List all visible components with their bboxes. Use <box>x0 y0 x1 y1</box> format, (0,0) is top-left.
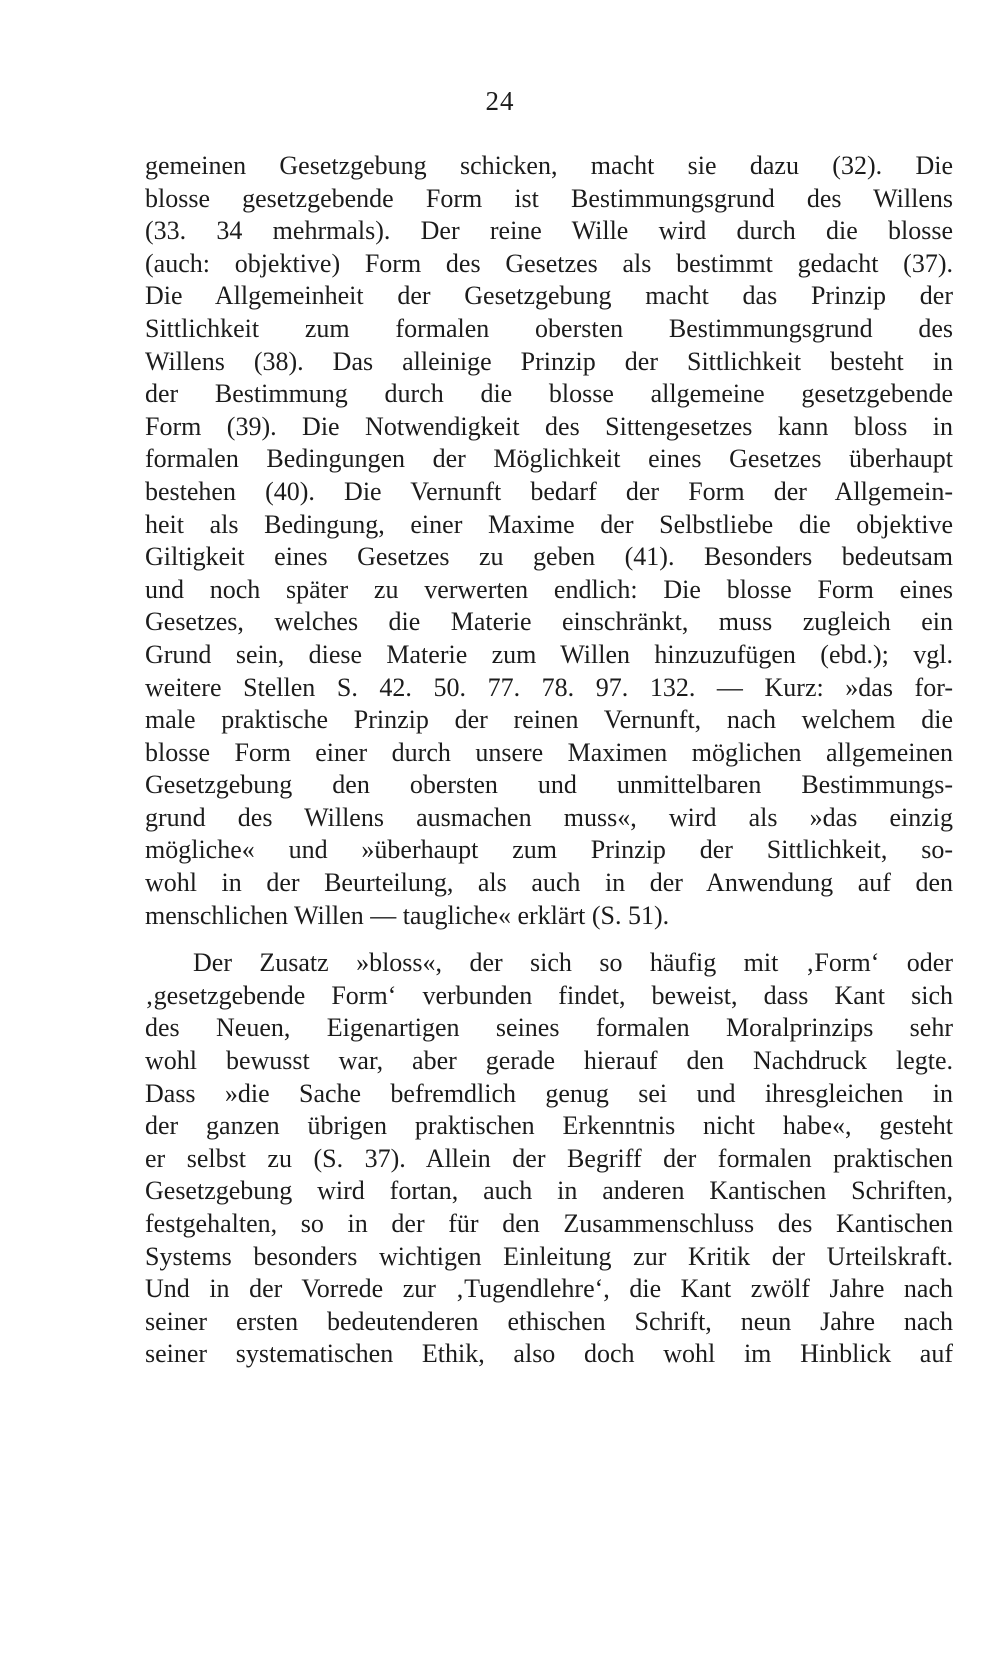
paragraph-1 <box>145 150 953 932</box>
text-line: mögliche« und »überhaupt zum Prinzip der Sittlichkeit, so- <box>145 835 953 865</box>
text-line: Gesetzes, welches die Materie einschränkt, muss zugleich ein <box>145 607 953 637</box>
text-line: Grund sein, diese Materie zum Willen hinzuzufügen (ebd.); vgl. <box>145 639 953 669</box>
text-line: Willens (38). Das alleinige Prinzip der Sittlichkeit besteht in <box>145 346 953 376</box>
text-line: Form (39). Die Notwendigkeit des Sittengesetzes kann bloss in <box>145 411 953 441</box>
text-line: weitere Stellen S. 42. 50. 77. 78. 97. 132. — Kurz: »das for- <box>145 672 953 702</box>
text-line: wohl bewusst war, aber gerade hierauf den Nachdruck legte. <box>145 1046 953 1076</box>
page-number: 24 <box>485 86 515 116</box>
text-line: Systems besonders wichtigen Einleitung zur Kritik der Urteilskraft. <box>145 1241 953 1271</box>
text-line: seiner ersten bedeutenderen ethischen Schrift, neun Jahre nach <box>145 1306 953 1336</box>
text-line: der ganzen übrigen praktischen Erkenntnis nicht habe«, gesteht <box>145 1111 953 1141</box>
text-line: menschlichen Willen — taugliche« erklärt (S. 51). <box>145 900 670 930</box>
text-line: formalen Bedingungen der Möglichkeit eines Gesetzes überhaupt <box>145 444 953 474</box>
text-line: wohl in der Beurteilung, als auch in der Anwendung auf den <box>145 868 953 898</box>
text-line: bestehen (40). Die Vernunft bedarf der Form der Allgemein- <box>145 476 953 506</box>
text-line: Giltigkeit eines Gesetzes zu geben (41). Besonders bedeutsam <box>145 542 953 572</box>
text-line: Die Allgemeinheit der Gesetzgebung macht das Prinzip der <box>145 281 953 311</box>
text-line: des Neuen, Eigenartigen seines formalen Moralprinzips sehr <box>145 1013 953 1043</box>
text-line: heit als Bedingung, einer Maxime der Selbstliebe die objektive <box>145 509 953 539</box>
text-line: blosse gesetzgebende Form ist Bestimmungsgrund des Willens <box>145 183 953 213</box>
text-line: seiner systematischen Ethik, also doch wohl im Hinblick auf <box>145 1339 953 1369</box>
body-text <box>145 150 953 1371</box>
text-line: der Bestimmung durch die blosse allgemeine gesetzgebende <box>145 379 953 409</box>
text-line: blosse Form einer durch unsere Maximen möglichen allgemeinen <box>145 737 953 767</box>
text-line: Dass »die Sache befremdlich genug sei und ihresgleichen in <box>145 1078 953 1108</box>
text-line: Gesetzgebung wird fortan, auch in anderen Kantischen Schriften, <box>145 1176 953 1206</box>
text-line: Der Zusatz »bloss«, der sich so häufig mit ‚Form‘ oder <box>193 948 953 978</box>
text-line: (33. 34 mehrmals). Der reine Wille wird durch die blosse <box>145 216 953 246</box>
text-line: er selbst zu (S. 37). Allein der Begriff der formalen praktischen <box>145 1143 953 1173</box>
text-line: male praktische Prinzip der reinen Vernunft, nach welchem die <box>145 705 953 735</box>
text-line: (auch: objektive) Form des Gesetzes als bestimmt gedacht (37). <box>145 248 953 278</box>
text-line: Sittlichkeit zum formalen obersten Bestimmungsgrund des <box>145 313 953 343</box>
text-line: festgehalten, so in der für den Zusammenschluss des Kantischen <box>145 1209 953 1238</box>
text-line: und noch später zu verwerten endlich: Die blosse Form eines <box>145 574 953 604</box>
text-line: ‚gesetzgebende Form‘ verbunden findet, beweist, dass Kant sich <box>145 980 953 1010</box>
text-line: Und in der Vorrede zur ‚Tugendlehre‘, die Kant zwölf Jahre nach <box>145 1274 953 1304</box>
text-line: grund des Willens ausmachen muss«, wird als »das einzig <box>145 802 953 832</box>
text-line: gemeinen Gesetzgebung schicken, macht sie dazu (32). Die <box>145 151 953 180</box>
text-line: Gesetzgebung den obersten und unmittelbaren Bestimmungs- <box>145 770 953 800</box>
paragraph-2 <box>145 947 953 1371</box>
paragraph-gap <box>145 932 953 947</box>
